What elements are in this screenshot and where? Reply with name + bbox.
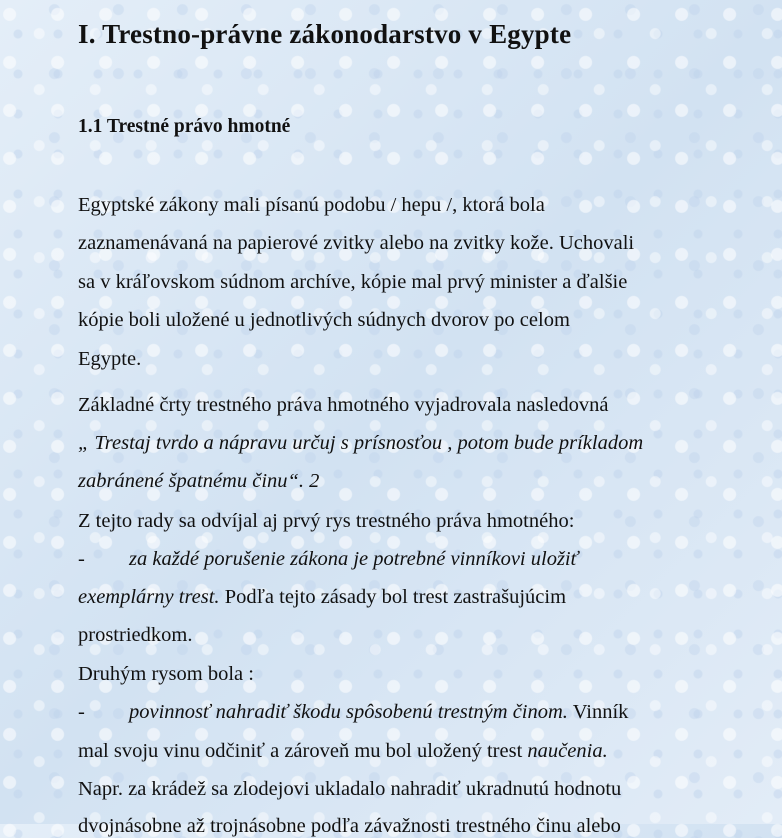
paragraph-line: Egypte. xyxy=(78,348,142,370)
quote-line: zabránené špatnému činu“. 2 xyxy=(78,470,320,492)
paragraph-line: kópie boli uložené u jednotlivých súdnych dvorov po celom xyxy=(78,309,570,331)
section-heading: 1.1 Trestné právo hmotné xyxy=(78,116,291,137)
bullet-item xyxy=(78,547,578,571)
body-text: mal svoju vinu odčiniť a zároveň mu bol uložený trest xyxy=(78,740,528,762)
emphasis-text: naučenia. xyxy=(527,740,608,762)
bullet-item xyxy=(78,700,628,724)
bullet-text: za každé porušenie zákona je potrebné vinníkovi uložiť xyxy=(129,548,579,570)
bullet-continuation xyxy=(78,585,566,609)
body-text: Podľa tejto zásady bol trest zastrašujúcim xyxy=(219,586,567,608)
paragraph-line: Z tejto rady sa odvíjal aj prvý rys trestného práva hmotného: xyxy=(78,510,575,532)
bullet-continuation xyxy=(78,739,608,763)
bullet-text: povinnosť nahradiť škodu spôsobenú trestným činom. xyxy=(129,701,568,723)
emphasis-text: exemplárny trest. xyxy=(78,586,220,608)
body-text: Vinník xyxy=(567,701,629,723)
paragraph-line: Základné črty trestného práva hmotného vyjadrovala nasledovná xyxy=(78,394,609,416)
paragraph-line: prostriedkom. xyxy=(78,624,193,646)
paragraph-line-cut: dvojnásobne až trojnásobne podľa závažnosti trestného činu alebo xyxy=(78,815,621,837)
paragraph-line: sa v kráľovskom súdnom archíve, kópie mal prvý minister a ďalšie xyxy=(78,271,628,293)
paragraph-line: Druhým rysom bola : xyxy=(78,663,254,685)
quote-line: „ Trestaj tvrdo a nápravu určuj s prísnosťou , potom bude príkladom xyxy=(78,432,644,454)
paragraph-line: zaznamenávaná na papierové zvitky alebo na zvitky kože. Uchovali xyxy=(78,232,635,254)
paragraph-line: Napr. za krádež sa zlodejovi ukladalo nahradiť ukradnutú hodnotu xyxy=(78,778,622,800)
chapter-heading: I. Trestno-právne zákonodarstvo v Egypte xyxy=(78,19,572,49)
bullet-dash: - xyxy=(78,701,85,723)
paragraph-line: Egyptské zákony mali písanú podobu / hepu /, ktorá bola xyxy=(78,194,545,216)
bullet-dash: - xyxy=(78,548,85,570)
